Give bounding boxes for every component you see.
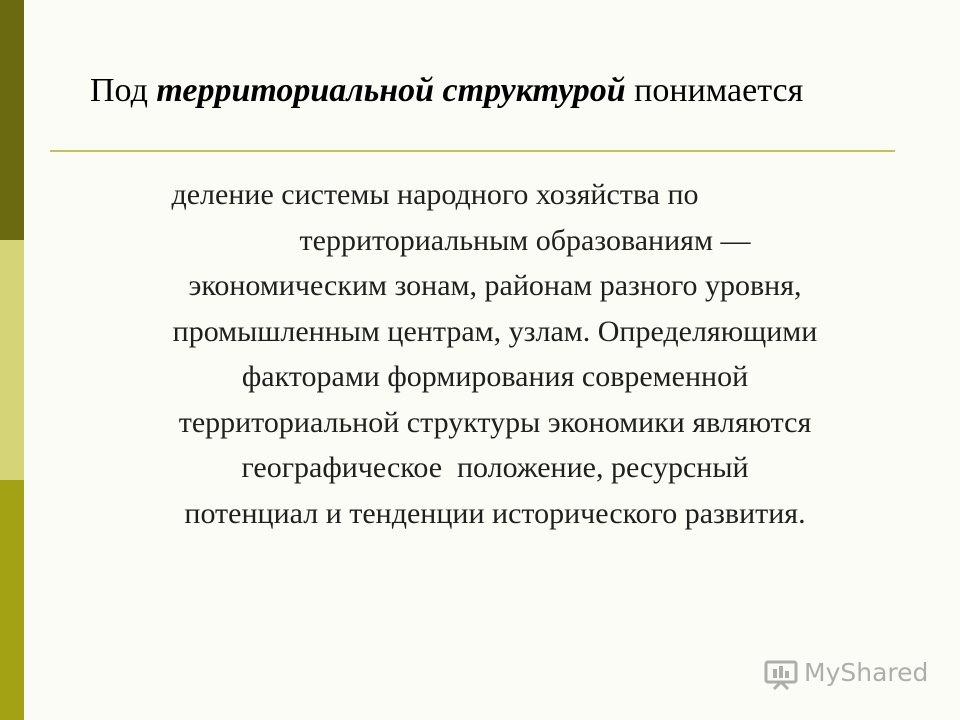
title-suffix: понимается bbox=[634, 72, 804, 109]
body-line: географическое положение, ресурсный bbox=[241, 451, 749, 484]
body-line: территориальной структуры экономики являются bbox=[178, 405, 812, 439]
presentation-board-icon bbox=[764, 660, 798, 690]
title-divider bbox=[50, 150, 895, 152]
definition-text bbox=[70, 172, 920, 536]
body-line: деление системы народного хозяйства по bbox=[171, 178, 699, 211]
sidebar-segment-middle bbox=[0, 240, 24, 480]
accent-sidebar bbox=[0, 0, 24, 720]
sidebar-segment-top bbox=[0, 0, 24, 240]
watermark-text: MyShared bbox=[804, 658, 929, 687]
body-line: факторами формирования современной bbox=[241, 360, 749, 393]
slide-title bbox=[90, 72, 910, 110]
body-line: потенциал и тенденции исторического развития. bbox=[184, 496, 806, 530]
title-emphasis: территориальной структурой bbox=[156, 72, 626, 109]
body-line: территориальным образованиям — bbox=[299, 223, 751, 257]
body-line: промышленным центрам, узлам. Определяющими bbox=[172, 314, 818, 348]
body-line: экономическим зонам, районам разного уровня, bbox=[188, 269, 802, 302]
sidebar-segment-bottom bbox=[0, 480, 24, 720]
watermark bbox=[764, 654, 934, 694]
title-prefix: Под bbox=[90, 72, 148, 109]
